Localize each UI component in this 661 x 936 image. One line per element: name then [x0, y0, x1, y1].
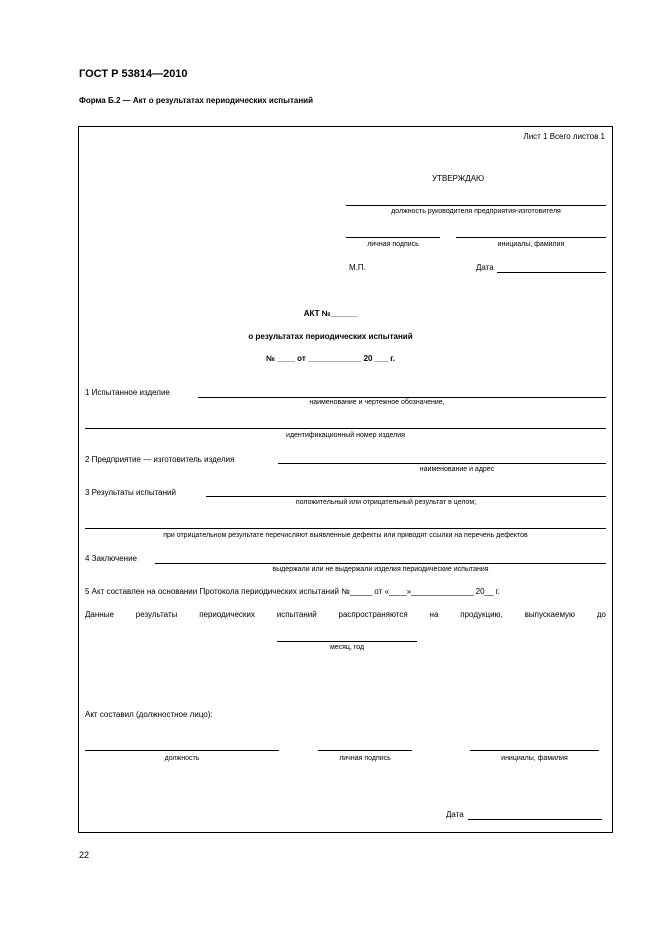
item1-label: 1 Испытанное изделие [85, 388, 170, 397]
compiler-name-caption: инициалы, фамилия [501, 755, 568, 762]
item2-caption: наименование и адрес [419, 466, 495, 473]
item2-line [278, 463, 606, 464]
approval-title: УТВЕРЖДАЮ [432, 174, 485, 183]
compiler-name-line [470, 750, 599, 751]
compiler-signature-line [318, 750, 412, 751]
month-caption: месяц, год [329, 644, 365, 651]
signature-line [346, 237, 440, 238]
item4-caption: выдержали или не выдержали изделия периодические испытания [272, 566, 489, 573]
compiler-signature-caption: личная подпись [339, 755, 391, 762]
item3b-caption: при отрицательном результате перечисляют выявленные дефекты или приводят ссылки на перечень дефектов [163, 532, 528, 539]
item1b-caption: идентификационный номер изделия [286, 432, 405, 439]
page-number: 22 [79, 850, 90, 860]
approval-date-label: Дата [476, 263, 494, 272]
item3-label: 3 Результаты испытаний [85, 488, 176, 497]
compiler-date-label: Дата [446, 810, 464, 819]
stamp-label: М.П. [349, 263, 366, 272]
sheet-info: Лист 1 Всего листов 1 [523, 132, 605, 141]
compiler-date-line [468, 819, 602, 820]
act-number-line: № ____ от ____________ 20 ___ г. [265, 354, 396, 363]
item5-text: 5 Акт составлен на основании Протокола периодических испытаний №_____ от «____»______________ 20__ г. [85, 587, 500, 596]
item1-caption: наименование и чертежное обозначение, [309, 399, 445, 406]
item3-line [206, 496, 606, 497]
position-line [346, 205, 606, 206]
item4-label: 4 Заключение [85, 554, 137, 563]
name-caption: инициалы, фамилия [497, 241, 565, 248]
position-caption: должность руководителя предприятия-изготовителя [391, 208, 561, 215]
form-frame [78, 126, 613, 833]
month-line [277, 641, 417, 642]
name-line [456, 237, 606, 238]
item4-line [155, 563, 606, 564]
standard-header: ГОСТ Р 53814—2010 [79, 68, 188, 80]
compiler-position-line [85, 750, 279, 751]
act-subtitle: о результатах периодических испытаний [248, 332, 413, 341]
item1-line [198, 397, 606, 398]
compiler-position-caption: должность [164, 755, 200, 762]
form-caption: Форма Б.2 — Акт о результатах периодических испытаний [79, 96, 313, 105]
item3b-line [85, 528, 606, 529]
signature-caption: личная подпись [367, 241, 419, 248]
item2-label: 2 Предприятие — изготовитель изделия [85, 455, 235, 464]
item3-caption: положительный или отрицательный результат в целом; [295, 499, 477, 506]
item1b-line [85, 428, 606, 429]
distribution-text: Данные результаты периодических испытаний распространяются на продукцию, выпускаемую до [85, 610, 606, 619]
approval-date-line [497, 272, 606, 273]
compiler-label: Акт составил (должностное лицо): [85, 710, 213, 719]
act-title: АКТ №______ [303, 309, 358, 318]
